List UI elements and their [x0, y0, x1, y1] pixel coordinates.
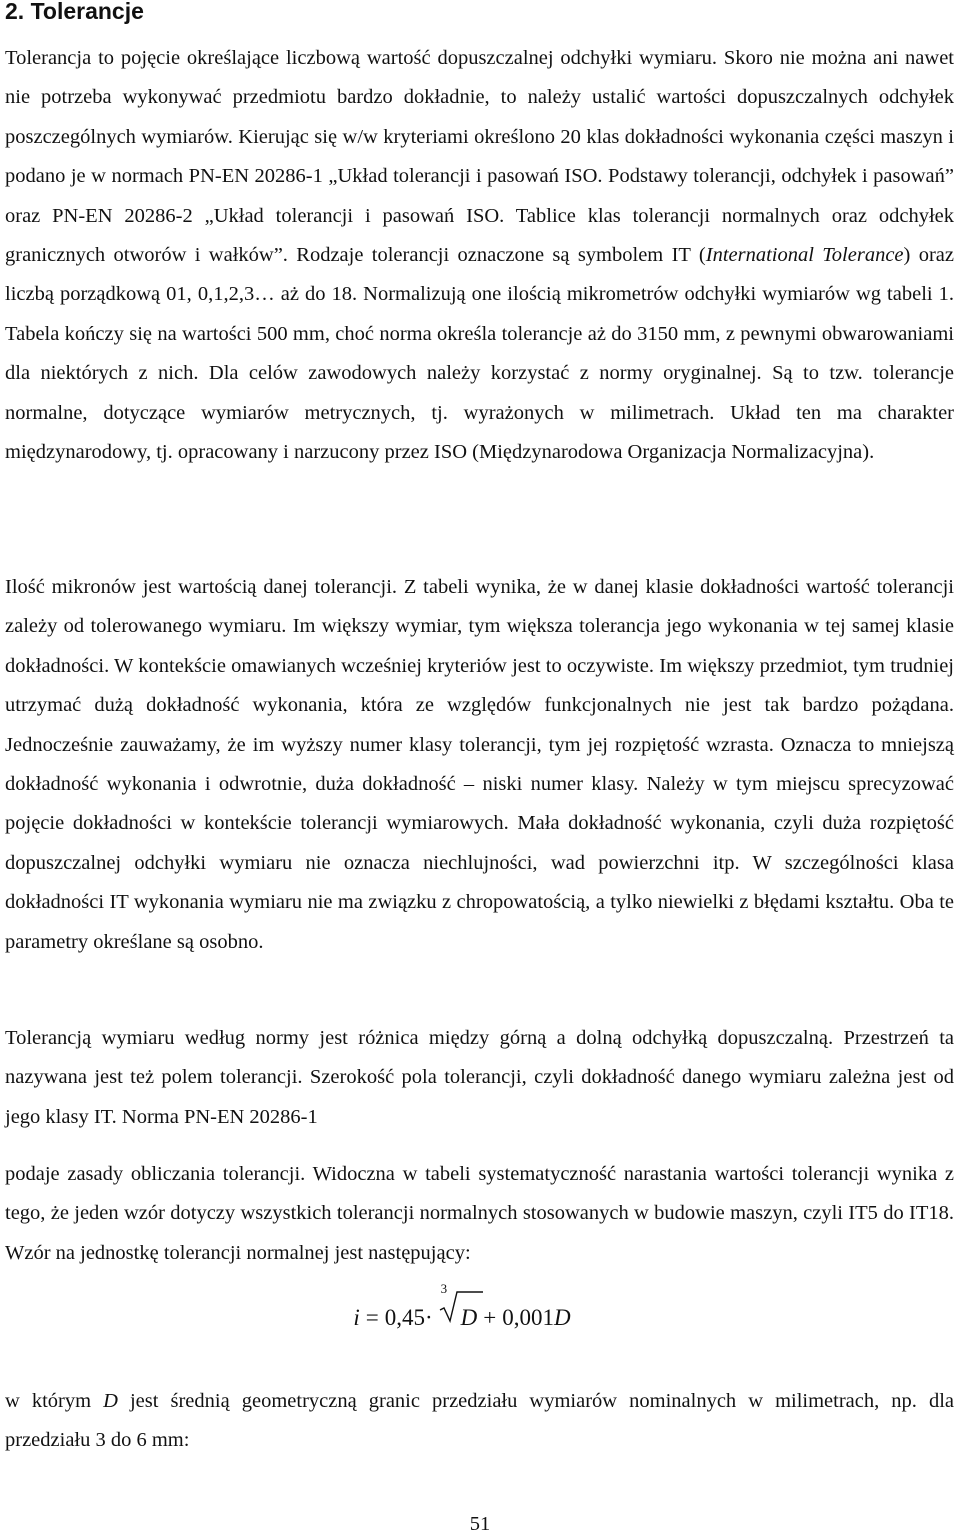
paragraph-text: w którym [5, 1390, 104, 1412]
formula-coefficient-2: 0,001 [502, 1305, 555, 1330]
formula-lhs: i [353, 1305, 360, 1330]
formula-coefficient: 0,45 [384, 1305, 425, 1330]
paragraph-text: Tolerancja to pojęcie określające liczbową wartość dopuszczalnej odchyłki wymiaru. Skoro nie można ani nawet nie potrzeba wykonywać przedmiotu bardzo dokładnie, to należy ustalić wartości dopuszczalnych odchyłek poszczególnych wymiarów. Kierując się w/w kryteriami określono 20 klas dokładności wykonania części maszyn i podano je w normach PN-EN 20286-1 „Układ tolerancji i pasowań ISO. Podstawy tolerancji, odchyłek i pasowań” oraz PN-EN 20286-2 „Układ tolerancji i pasowań ISO. Tablice klas tolerancji normalnych oraz odchyłek granicznych otworów i wałków”. Rodzaje tolerancji oznaczone są symbolem IT ( [5, 47, 954, 267]
tolerance-unit-formula [0, 1281, 960, 1340]
formula-variable-2: D [554, 1305, 571, 1330]
root-index: 3 [440, 1281, 448, 1296]
paragraph-text-continued: ) oraz liczbą porządkową 01, 0,1,2,3… aż do 18. Normalizują one ilością mikrometrów odchyłki wymiarów wg tabeli 1. Tabela kończy się na wartości 500 mm, choć norma określa tolerancje aż do 3150 mm, z pewnymi obwarowaniami dla niektórych z nich. Dla celów zawodowych należy korzystać z normy oryginalnej. Są to tzw. tolerancje normalne, dotyczące wymiarów metrycznych, tj. wyrażonych w milimetrach. Układ ten ma charakter międzynarodowy, tj. opracowany i narzucony przez ISO (Międzynarodowa Organizacja Normalizacyjna). [5, 244, 954, 464]
formula-equals: = [365, 1305, 379, 1330]
cube-root [439, 1281, 478, 1340]
root-variable: D [460, 1305, 478, 1330]
page-number: 51 [469, 1513, 491, 1535]
italic-variable: D [103, 1390, 118, 1412]
paragraph-calculation-rules: podaje zasady obliczania tolerancji. Widoczna w tabeli systematyczność narastania wartości tolerancji wynika z tego, że jeden wzór dotyczy wszystkich tolerancji normalnych stosowanych w budowie maszyn, czyli IT5 do IT18. Wzór na jednostkę tolerancji normalnej jest następujący: [5, 1163, 954, 1264]
paragraph-text-continued: jest średnią geometryczną granic przedziału wymiarów nominalnych w milimetrach, np. dla przedziału 3 do 6 mm: [5, 1390, 954, 1452]
formula-plus: + [483, 1305, 497, 1330]
paragraph-tolerance-field: Tolerancją wymiaru według normy jest różnica między górną a dolną odchyłką dopuszczalną. Przestrzeń ta nazywana jest też polem tolerancji. Szerokość pola tolerancji, czyli dokładność danego wymiaru zależna jest od jego klasy IT. Norma PN-EN 20286-1 [5, 1027, 954, 1128]
paragraph-tolerance-definition [5, 39, 954, 472]
italic-term: International Tolerance [705, 244, 904, 267]
section-heading: 2. Tolerancje [5, 0, 144, 24]
formula-dot: · [424, 1305, 433, 1330]
paragraph-micron-values: Ilość mikronów jest wartością danej tolerancji. Z tabeli wynika, że w danej klasie dokładności wartość tolerancji zależy od tolerowanego wymiaru. Im większy wymiar, tym większa tolerancja jego wykonania w tej samej klasie dokładności. W kontekście omawianych wcześniej kryteriów jest to oczywiste. Im większy przedmiot, tym trudniej utrzymać dużą dokładność wykonania, która ze względów funkcjonalnych nie jest tak bardzo pożądana. Jednocześnie zauważamy, że im wyższy numer klasy tolerancji, tym jej rozpiętość wzrasta. Oznacza to mniejszą dokładność wykonania i odwrotnie, duża dokładność – niski numer klasy. Należy w tym miejscu sprecyzować pojęcie dokładności w kontekście tolerancji wymiarowych. Mała dokładność wykonania, czyli duża rozpiętość dopuszczalnej odchyłki wymiaru nie oznacza niechlujności, wad powierzchni itp. W szczególności klasa dokładności IT wykonania wymiaru nie ma związku z chropowatością, a tylko niewielki z błędami kształtu. Oba te parametry określane są osobno. [5, 576, 954, 953]
formula-expression [353, 1281, 571, 1340]
paragraph-formula-explanation [5, 1382, 954, 1461]
